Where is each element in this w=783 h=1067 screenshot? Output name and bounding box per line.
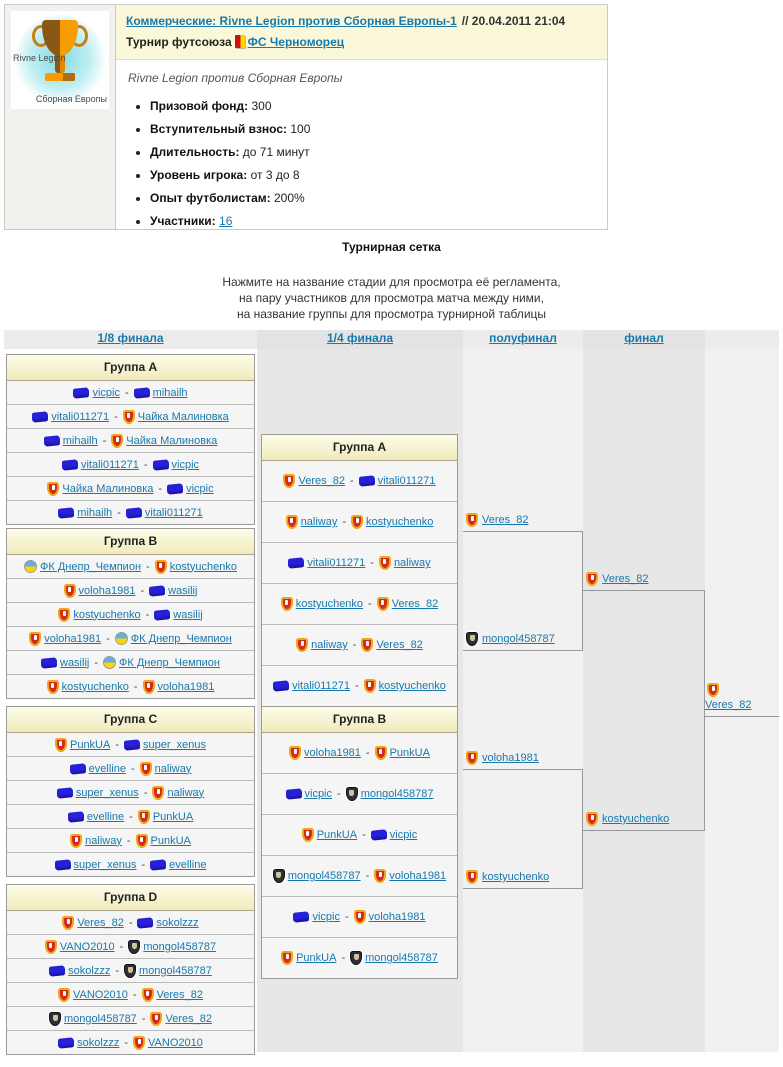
participant-link[interactable]: naliway bbox=[85, 834, 122, 847]
match-separator: - bbox=[354, 680, 359, 692]
match-separator: - bbox=[145, 608, 150, 621]
match-separator: - bbox=[115, 738, 120, 751]
crest-icon bbox=[47, 680, 59, 694]
match-separator: - bbox=[365, 870, 370, 882]
match-row bbox=[7, 780, 254, 804]
blue-flag-icon bbox=[149, 585, 165, 597]
stage-link-sf[interactable]: полуфинал bbox=[489, 331, 557, 345]
blue-flag-icon bbox=[70, 763, 86, 775]
participant-link[interactable]: Veres_82 bbox=[77, 916, 124, 929]
instruction-line: на название группы для просмотра турнирной таблицы bbox=[236, 307, 547, 321]
participant-link[interactable]: voloha1981 bbox=[389, 870, 447, 882]
participant-link[interactable]: mihailh bbox=[152, 386, 188, 399]
participant-link[interactable]: vicpic bbox=[186, 482, 214, 495]
participant-link[interactable]: voloha1981 bbox=[482, 752, 539, 764]
detail-entry-fee: • Вступительный взнос: 100 bbox=[150, 122, 595, 136]
participant-link[interactable]: mongol458787 bbox=[482, 633, 555, 645]
crest-icon bbox=[58, 988, 70, 1002]
stage-header-final bbox=[583, 331, 705, 348]
trophy-base-icon bbox=[45, 73, 75, 81]
match-separator: - bbox=[132, 988, 137, 1001]
bracket-connector-line bbox=[463, 650, 583, 651]
match-separator: - bbox=[352, 639, 357, 651]
detail-player-level: • Уровень игрока: от 3 до 8 bbox=[150, 168, 595, 182]
participant-link[interactable]: kostyuchenko bbox=[73, 608, 141, 621]
participant-link[interactable]: Veres_82 bbox=[156, 988, 203, 1001]
match-separator: - bbox=[141, 1012, 146, 1025]
stage-header-sf bbox=[463, 331, 583, 348]
crest-icon bbox=[364, 679, 376, 693]
match-separator: - bbox=[143, 458, 148, 471]
participant-link[interactable]: Veres_82 bbox=[391, 598, 439, 610]
crest-icon bbox=[302, 828, 314, 842]
match-row bbox=[7, 578, 254, 602]
match-separator: - bbox=[114, 410, 118, 423]
participant-link[interactable]: super_xenus bbox=[73, 858, 137, 871]
participant-link[interactable]: kostyuchenko bbox=[366, 516, 434, 528]
crest-icon bbox=[136, 834, 148, 848]
match-separator: - bbox=[158, 482, 163, 495]
crest-icon bbox=[283, 474, 295, 488]
group-table bbox=[261, 706, 458, 979]
match-row bbox=[7, 1030, 254, 1054]
crest-icon bbox=[374, 869, 386, 883]
bracket-instructions bbox=[0, 274, 783, 322]
participant-link[interactable]: mongol458787 bbox=[365, 952, 438, 964]
ukraine-ball-icon bbox=[103, 656, 116, 669]
final-entry bbox=[586, 571, 648, 587]
semifinal-entry bbox=[466, 750, 539, 766]
participant-link[interactable]: kostyuchenko bbox=[295, 598, 364, 610]
match-row bbox=[7, 381, 254, 404]
match-row bbox=[7, 828, 254, 852]
crest-icon bbox=[286, 515, 298, 529]
participant-link[interactable]: vicpic bbox=[312, 911, 340, 923]
participant-link[interactable]: mongol458787 bbox=[64, 1012, 137, 1025]
participant-link[interactable]: mihailh bbox=[77, 506, 113, 519]
crest-icon bbox=[707, 683, 719, 697]
match-separator: - bbox=[143, 786, 148, 799]
crest-icon bbox=[64, 584, 76, 598]
participant-link[interactable]: voloha1981 bbox=[304, 747, 361, 759]
ukraine-ball-icon bbox=[24, 560, 37, 573]
tournament-logo-cell bbox=[5, 5, 116, 229]
participant-link[interactable]: PunkUA bbox=[152, 810, 194, 823]
match-separator: - bbox=[370, 557, 374, 569]
blue-flag-icon bbox=[286, 788, 302, 800]
blue-flag-icon bbox=[371, 829, 387, 841]
group-title[interactable]: Группа A bbox=[7, 355, 254, 381]
winner-entry bbox=[705, 697, 751, 713]
participant-link[interactable]: evelline bbox=[88, 762, 126, 775]
detail-experience: • Опыт футболистам: 200% bbox=[150, 191, 595, 205]
union-flag-icon bbox=[235, 35, 245, 48]
participant-link[interactable]: mongol458787 bbox=[360, 788, 434, 800]
match-separator: - bbox=[102, 434, 107, 447]
participant-link[interactable]: evelline bbox=[86, 810, 125, 823]
participant-link[interactable]: voloha1981 bbox=[78, 584, 136, 597]
participant-link[interactable]: PunkUA bbox=[296, 952, 337, 964]
participant-link[interactable]: voloha1981 bbox=[368, 911, 426, 923]
blue-flag-icon bbox=[58, 1037, 74, 1049]
participant-link[interactable]: ФК Днепр_Чемпион bbox=[40, 560, 142, 573]
crest-icon bbox=[281, 951, 293, 965]
blue-flag-icon bbox=[153, 459, 169, 471]
group-table bbox=[6, 354, 255, 525]
detail-participants: • Участники: 16 bbox=[150, 214, 595, 228]
match-separator: - bbox=[129, 810, 133, 823]
tournament-header bbox=[4, 4, 608, 230]
bracket-connector-line bbox=[463, 769, 583, 770]
match-row bbox=[262, 855, 457, 896]
dark-shield-icon bbox=[466, 632, 478, 646]
bracket-connector-line bbox=[582, 531, 583, 651]
bracket-connector-line bbox=[463, 888, 583, 889]
crest-icon bbox=[379, 556, 391, 570]
match-separator: - bbox=[337, 788, 341, 800]
blue-flag-icon bbox=[167, 483, 183, 495]
match-separator: - bbox=[344, 911, 349, 923]
match-row bbox=[7, 602, 254, 626]
dark-shield-icon bbox=[124, 964, 136, 978]
participant-link[interactable]: mihailh bbox=[62, 434, 98, 447]
tournament-bracket bbox=[4, 330, 779, 1052]
match-row bbox=[7, 500, 254, 524]
bracket-connector-line bbox=[583, 590, 705, 591]
union-line bbox=[126, 33, 597, 51]
blue-flag-icon bbox=[49, 965, 65, 977]
dark-shield-icon bbox=[346, 787, 358, 801]
match-row bbox=[7, 404, 254, 428]
crest-icon bbox=[55, 738, 67, 752]
match-separator: - bbox=[115, 964, 120, 977]
logo-team2-label: Сборная Европы bbox=[35, 94, 107, 104]
participant-link[interactable]: sokolzzz bbox=[68, 964, 111, 977]
participant-link[interactable]: kostyuchenko bbox=[378, 680, 446, 692]
match-row bbox=[262, 542, 457, 583]
ukraine-ball-icon bbox=[115, 632, 128, 645]
participant-link[interactable]: sokolzzz bbox=[77, 1036, 120, 1049]
participant-link[interactable]: vitali011271 bbox=[307, 557, 366, 569]
participant-link[interactable]: ФК Днепр_Чемпион bbox=[119, 656, 220, 669]
crest-icon bbox=[140, 762, 152, 776]
match-row bbox=[262, 773, 457, 814]
group-title[interactable]: Группа D bbox=[7, 885, 254, 911]
match-row bbox=[7, 674, 254, 698]
participant-link[interactable]: vicpic bbox=[171, 458, 200, 471]
match-separator: - bbox=[146, 560, 150, 573]
match-row bbox=[7, 911, 254, 934]
blue-flag-icon bbox=[359, 475, 375, 487]
group-title[interactable]: Группа B bbox=[262, 707, 457, 733]
detail-duration: • Длительность: до 71 минут bbox=[150, 145, 595, 159]
participant-link[interactable]: Veres_82 bbox=[165, 1012, 212, 1025]
participant-link[interactable]: Чайка Малиновка bbox=[126, 434, 218, 447]
dark-shield-icon bbox=[350, 951, 362, 965]
blue-flag-icon bbox=[134, 387, 150, 399]
tournament-description: Rivne Legion против Сборная Европы bbox=[128, 71, 343, 85]
participant-link[interactable]: vitali011271 bbox=[377, 475, 436, 487]
crest-icon bbox=[375, 746, 387, 760]
bracket-connector-line bbox=[463, 531, 583, 532]
logo-team1-label: Rivne Legion bbox=[13, 53, 66, 63]
match-row bbox=[262, 896, 457, 937]
bracket-section-title: Турнирная сетка bbox=[342, 240, 441, 254]
participant-link[interactable]: naliway bbox=[393, 557, 431, 569]
match-separator: - bbox=[362, 829, 366, 841]
participant-link[interactable]: Veres_82 bbox=[298, 475, 345, 487]
match-row bbox=[7, 476, 254, 500]
match-separator: - bbox=[341, 952, 346, 964]
crest-icon bbox=[377, 597, 389, 611]
match-row bbox=[262, 937, 457, 978]
group-table bbox=[6, 706, 255, 877]
match-separator: - bbox=[349, 475, 354, 487]
final-entry bbox=[586, 811, 669, 827]
blue-flag-icon bbox=[293, 911, 309, 923]
participant-link[interactable]: naliway bbox=[300, 516, 338, 528]
match-separator: - bbox=[133, 680, 138, 693]
bracket-connector-line bbox=[583, 830, 705, 831]
match-row bbox=[262, 501, 457, 542]
participant-link[interactable]: kostyuchenko bbox=[602, 813, 670, 825]
semifinal-entry bbox=[466, 869, 549, 885]
group-table bbox=[6, 528, 255, 699]
participant-link[interactable]: Чайка Малиновка bbox=[137, 410, 229, 423]
instruction-line: Нажмите на название стадии для просмотра её регламента, bbox=[222, 275, 561, 289]
participant-link[interactable]: voloha1981 bbox=[44, 632, 102, 645]
crest-icon bbox=[45, 940, 57, 954]
match-row bbox=[262, 624, 457, 665]
match-separator: - bbox=[106, 632, 110, 645]
crest-icon bbox=[62, 916, 74, 930]
participant-link[interactable]: PunkUA bbox=[69, 738, 111, 751]
crest-icon bbox=[586, 572, 598, 586]
stage-header-strip bbox=[705, 330, 779, 349]
participant-link[interactable]: kostyuchenko bbox=[61, 680, 129, 693]
participant-link[interactable]: mongol458787 bbox=[139, 964, 212, 977]
participants-count-link[interactable]: 16 bbox=[219, 214, 233, 228]
match-separator: - bbox=[128, 916, 133, 929]
match-separator: - bbox=[368, 598, 372, 610]
stage-header-r16 bbox=[4, 331, 257, 348]
crest-icon bbox=[47, 482, 59, 496]
crest-icon bbox=[351, 515, 363, 529]
participant-link[interactable]: VANO2010 bbox=[59, 940, 115, 953]
union-link[interactable]: ФС Черноморец bbox=[247, 35, 345, 49]
blue-flag-icon bbox=[58, 507, 74, 519]
crest-icon bbox=[70, 834, 82, 848]
match-row bbox=[7, 958, 254, 982]
crest-icon bbox=[466, 513, 478, 527]
match-row bbox=[7, 650, 254, 674]
crest-icon bbox=[289, 746, 301, 760]
participant-link[interactable]: PunkUA bbox=[150, 834, 191, 847]
crest-icon bbox=[466, 870, 478, 884]
blue-flag-icon bbox=[150, 859, 166, 871]
participant-link[interactable]: Veres_82 bbox=[482, 514, 529, 526]
group-table bbox=[6, 884, 255, 1055]
match-separator: - bbox=[124, 386, 129, 399]
blue-flag-icon bbox=[288, 557, 304, 569]
instruction-line: на пару участников для просмотра матча между ними, bbox=[239, 291, 544, 305]
participant-link[interactable]: vitali011271 bbox=[292, 680, 350, 692]
match-row bbox=[7, 555, 254, 578]
participant-link[interactable]: kostyuchenko bbox=[482, 871, 550, 883]
crest-icon bbox=[361, 638, 373, 652]
participant-link[interactable]: vicpic bbox=[92, 386, 120, 399]
blue-flag-icon bbox=[68, 811, 84, 823]
semifinal-column-bg bbox=[463, 349, 583, 1052]
match-row bbox=[7, 756, 254, 780]
stage-link-final[interactable]: финал bbox=[624, 331, 664, 345]
participant-link[interactable]: PunkUA bbox=[316, 829, 358, 841]
tournament-logo bbox=[11, 11, 109, 109]
participant-link[interactable]: voloha1981 bbox=[157, 680, 215, 693]
tournament-title-bar bbox=[116, 5, 607, 60]
match-separator: - bbox=[141, 858, 146, 871]
participant-link[interactable]: wasilij bbox=[168, 584, 198, 597]
group-table bbox=[261, 434, 458, 707]
crest-icon bbox=[155, 560, 167, 574]
participant-link[interactable]: wasilij bbox=[173, 608, 203, 621]
match-row bbox=[7, 852, 254, 876]
participant-link[interactable]: ФК Днепр_Чемпион bbox=[130, 632, 232, 645]
crest-icon bbox=[143, 680, 155, 694]
participant-link[interactable]: Veres_82 bbox=[376, 639, 423, 651]
crest-icon bbox=[466, 751, 478, 765]
match-separator: - bbox=[342, 516, 347, 528]
participant-link[interactable]: mongol458787 bbox=[287, 870, 361, 882]
participant-link[interactable]: vitali011271 bbox=[51, 410, 110, 423]
blue-flag-icon bbox=[126, 507, 142, 519]
match-separator: - bbox=[130, 762, 135, 775]
match-separator: - bbox=[94, 656, 99, 669]
bracket-connector-line bbox=[582, 769, 583, 889]
tournament-date: // 20.04.2011 21:04 bbox=[461, 14, 566, 28]
participant-link[interactable]: VANO2010 bbox=[148, 1036, 203, 1049]
blue-flag-icon bbox=[44, 435, 60, 447]
details-list bbox=[136, 99, 595, 228]
match-separator: - bbox=[119, 940, 124, 953]
union-label: Турнир футсоюза bbox=[126, 35, 232, 49]
blue-flag-icon bbox=[154, 609, 170, 621]
tournament-title-link[interactable]: Коммерческие: Rivne Legion против Сборная Европы-1 bbox=[126, 14, 457, 28]
match-row bbox=[7, 428, 254, 452]
blue-flag-icon bbox=[62, 459, 78, 471]
crest-icon bbox=[58, 608, 70, 622]
crest-icon bbox=[281, 597, 293, 611]
participant-link[interactable]: mongol458787 bbox=[143, 940, 217, 953]
match-row bbox=[7, 934, 254, 958]
bracket-connector-line bbox=[705, 716, 779, 717]
match-row bbox=[262, 461, 457, 501]
crest-icon bbox=[152, 786, 164, 800]
crest-icon bbox=[138, 810, 150, 824]
blue-flag-icon bbox=[124, 739, 140, 751]
blue-flag-icon bbox=[73, 387, 89, 399]
stage-link-r16[interactable]: 1/8 финала bbox=[97, 331, 164, 345]
participant-link[interactable]: kostyuchenko bbox=[169, 560, 237, 573]
participant-link[interactable]: Чайка Малиновка bbox=[62, 482, 154, 495]
participant-link[interactable]: PunkUA bbox=[389, 747, 430, 759]
dark-shield-icon bbox=[273, 869, 285, 883]
group-title[interactable]: Группа A bbox=[262, 435, 457, 461]
match-row bbox=[262, 733, 457, 773]
match-separator: - bbox=[117, 506, 121, 519]
crest-icon bbox=[123, 410, 135, 424]
match-row bbox=[7, 804, 254, 828]
blue-flag-icon bbox=[41, 657, 57, 669]
group-title[interactable]: Группа C bbox=[7, 707, 254, 733]
crest-icon bbox=[150, 1012, 162, 1026]
match-separator: - bbox=[140, 584, 145, 597]
match-row bbox=[262, 814, 457, 855]
blue-flag-icon bbox=[137, 917, 153, 929]
crest-icon bbox=[29, 632, 41, 646]
participant-link[interactable]: vitali011271 bbox=[144, 506, 203, 519]
final-column-bg bbox=[583, 349, 705, 1052]
blue-flag-icon bbox=[273, 680, 289, 692]
participant-link[interactable]: naliway bbox=[154, 762, 192, 775]
participant-link[interactable]: Veres_82 bbox=[705, 699, 752, 711]
match-row bbox=[262, 665, 457, 706]
participant-link[interactable]: vicpic bbox=[389, 829, 418, 841]
crest-icon bbox=[142, 988, 154, 1002]
participant-link[interactable]: naliway bbox=[167, 786, 205, 799]
crest-icon bbox=[133, 1036, 145, 1050]
crest-icon bbox=[586, 812, 598, 826]
match-row bbox=[7, 1006, 254, 1030]
tournament-info bbox=[116, 5, 607, 229]
match-separator: - bbox=[126, 834, 131, 847]
participant-link[interactable]: naliway bbox=[311, 639, 348, 651]
match-row bbox=[7, 982, 254, 1006]
match-separator: - bbox=[365, 747, 370, 759]
dark-shield-icon bbox=[128, 940, 140, 954]
blue-flag-icon bbox=[32, 411, 48, 423]
participant-link[interactable]: VANO2010 bbox=[73, 988, 128, 1001]
crest-icon bbox=[296, 638, 308, 652]
dark-shield-icon bbox=[49, 1012, 61, 1026]
detail-prize-fund: • Призовой фонд: 300 bbox=[150, 99, 595, 113]
group-title[interactable]: Группа B bbox=[7, 529, 254, 555]
semifinal-entry bbox=[466, 512, 528, 528]
blue-flag-icon bbox=[57, 787, 73, 799]
participant-link[interactable]: super_xenus bbox=[143, 738, 207, 751]
match-separator: - bbox=[124, 1036, 129, 1049]
crest-icon bbox=[111, 434, 123, 448]
participant-link[interactable]: vicpic bbox=[304, 788, 333, 800]
blue-flag-icon bbox=[55, 859, 71, 871]
match-row bbox=[7, 626, 254, 650]
participant-link[interactable]: super_xenus bbox=[75, 786, 139, 799]
participant-link[interactable]: Veres_82 bbox=[602, 573, 649, 585]
match-row bbox=[7, 733, 254, 756]
match-row bbox=[7, 452, 254, 476]
participant-link[interactable]: wasilij bbox=[60, 656, 90, 669]
semifinal-entry bbox=[466, 631, 555, 647]
tournament-details bbox=[116, 60, 607, 237]
participant-link[interactable]: evelline bbox=[169, 858, 207, 871]
match-row bbox=[262, 583, 457, 624]
crest-icon bbox=[354, 910, 366, 924]
participant-link[interactable]: vitali011271 bbox=[80, 458, 139, 471]
stage-header-qf bbox=[257, 331, 463, 348]
stage-link-qf[interactable]: 1/4 финала bbox=[326, 331, 394, 345]
participant-link[interactable]: sokolzzz bbox=[156, 916, 199, 929]
